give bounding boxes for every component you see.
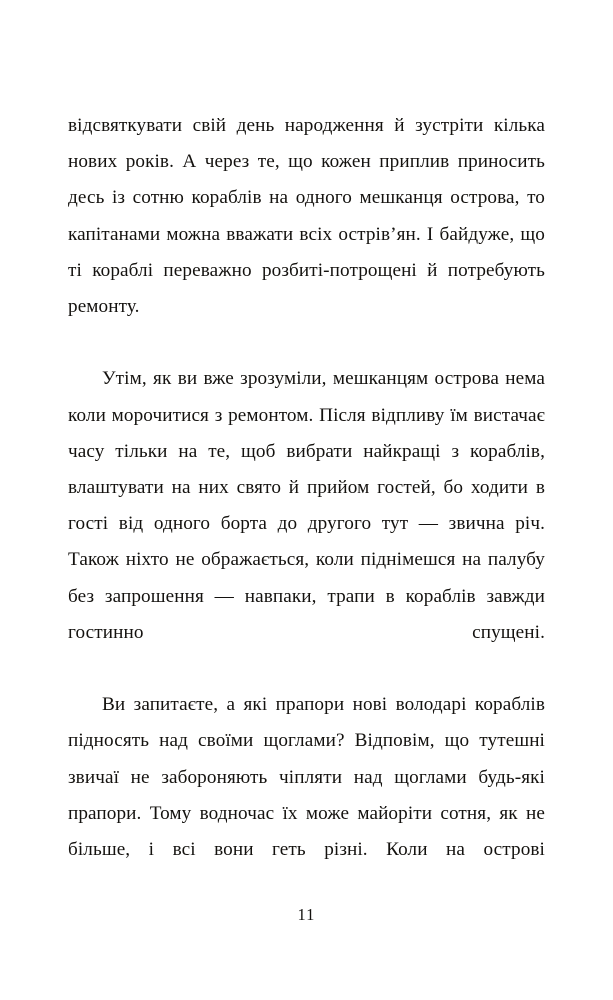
paragraph: Утім, як ви вже зрозуміли, мешканцям острова нема коли морочитися з ремонтом. Після відпливу їм вистачає часу тільки на те, щоб вибрати найкращі з кораблів, влаштувати на них свято й прийом гостей, бо ходити в гості від одного борта до другого тут — звична річ. Також ніхто не ображається, коли піднімешся на палубу без запрошення — навпаки, трапи в кораблів завжди гостинно спущені. (68, 368, 545, 643)
paragraph: Ви запитаєте, а які прапори нові володарі кораблів підносять над своїми щоглами? Відповім, що тутешні звичаї не забороняють чіпляти над щоглами будь-які прапори. Тому водночас їх може майоріти сотня, як не більше, і всі вони геть різні. Коли на острові (68, 694, 545, 861)
page-number: 11 (297, 905, 316, 924)
paragraph: відсвяткувати свій день народження й зустріти кілька нових років. А через те, що кожен приплив приносить десь із сотню кораблів на одного мешканця острова, то капітанами можна вважати всіх острів’ян. І байдуже, що ті кораблі переважно розбиті-потрощені й потребують ремонту. (68, 115, 545, 318)
page-body (68, 108, 545, 904)
